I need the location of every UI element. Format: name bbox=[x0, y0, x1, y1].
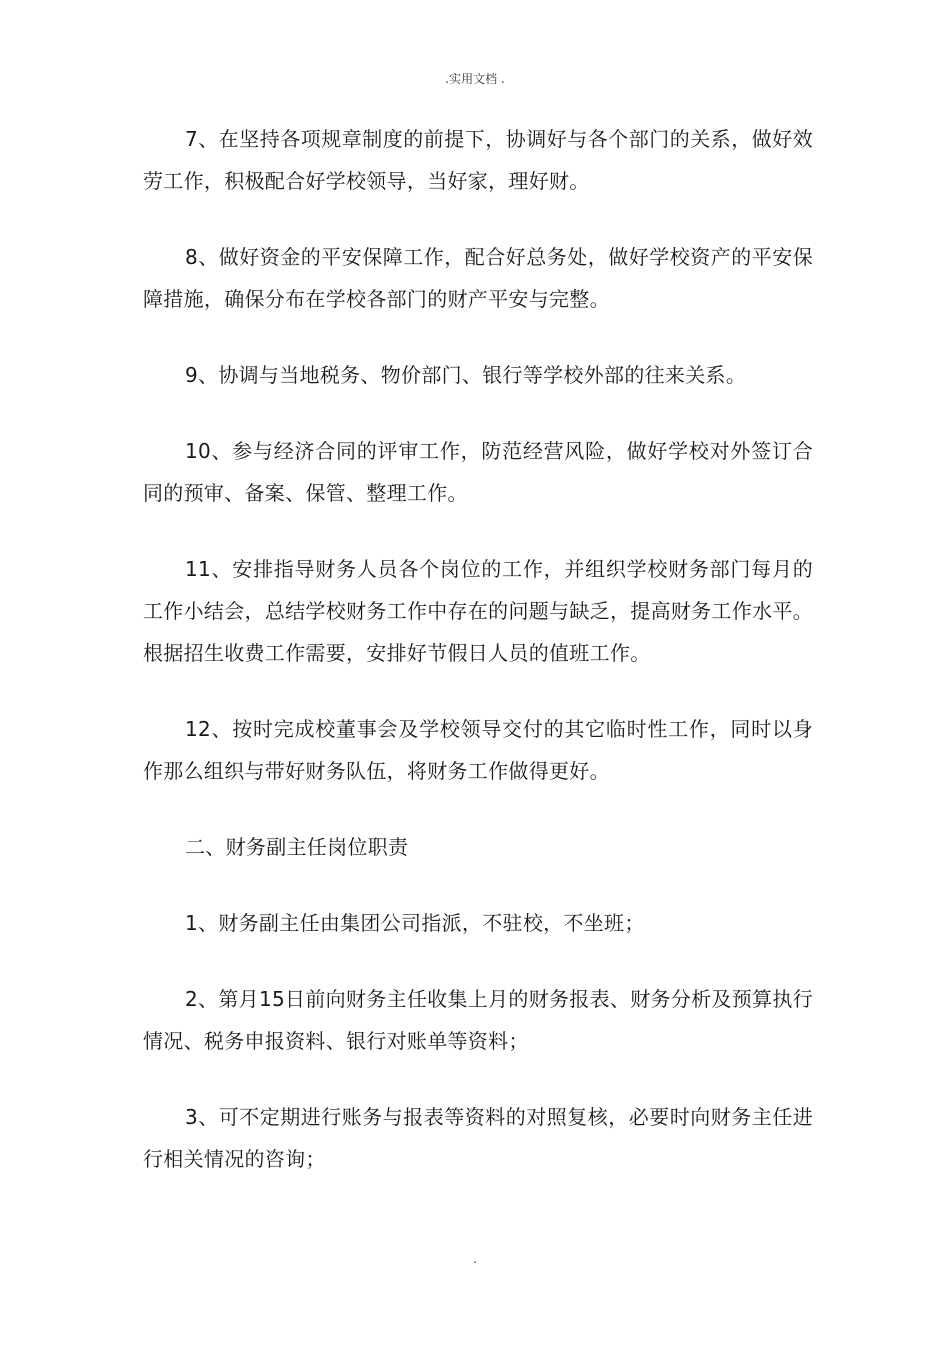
page-header: .实用文档 . bbox=[445, 72, 505, 86]
document-body bbox=[143, 118, 813, 1214]
paragraph-item-11: 11、安排指导财务人员各个岗位的工作，并组织学校财务部门每月的工作小结会，总结学校财务工作中存在的问题与缺乏，提高财务工作水平。根据招生收费工作需要，安排好节假日人员的值班工作。 bbox=[143, 557, 813, 665]
paragraph-item-7: 7、在坚持各项规章制度的前提下，协调好与各个部门的关系，做好效劳工作，积极配合好学校领导，当好家，理好财。 bbox=[143, 127, 813, 193]
page-footer: . bbox=[473, 1252, 477, 1266]
paragraph-item-2: 2、第月15日前向财务主任收集上月的财务报表、财务分析及预算执行情况、税务申报资料、银行对账单等资料； bbox=[143, 987, 813, 1053]
paragraph-item-8: 8、做好资金的平安保障工作，配合好总务处，做好学校资产的平安保障措施，确保分布在学校各部门的财产平安与完整。 bbox=[143, 245, 813, 311]
paragraph-item-1: 1、财务副主任由集团公司指派，不驻校，不坐班； bbox=[185, 911, 645, 935]
paragraph-item-3: 3、可不定期进行账务与报表等资料的对照复核，必要时向财务主任进行相关情况的咨询； bbox=[143, 1105, 813, 1171]
paragraph-item-10: 10、参与经济合同的评审工作，防范经营风险，做好学校对外签订合同的预审、备案、保管、整理工作。 bbox=[143, 439, 813, 505]
paragraph-item-9: 9、协调与当地税务、物价部门、银行等学校外部的往来关系。 bbox=[185, 363, 747, 387]
section-heading: 二、财务副主任岗位职责 bbox=[185, 835, 409, 859]
paragraph-item-12: 12、按时完成校董事会及学校领导交付的其它临时性工作，同时以身作那么组织与带好财务队伍，将财务工作做得更好。 bbox=[143, 717, 813, 783]
